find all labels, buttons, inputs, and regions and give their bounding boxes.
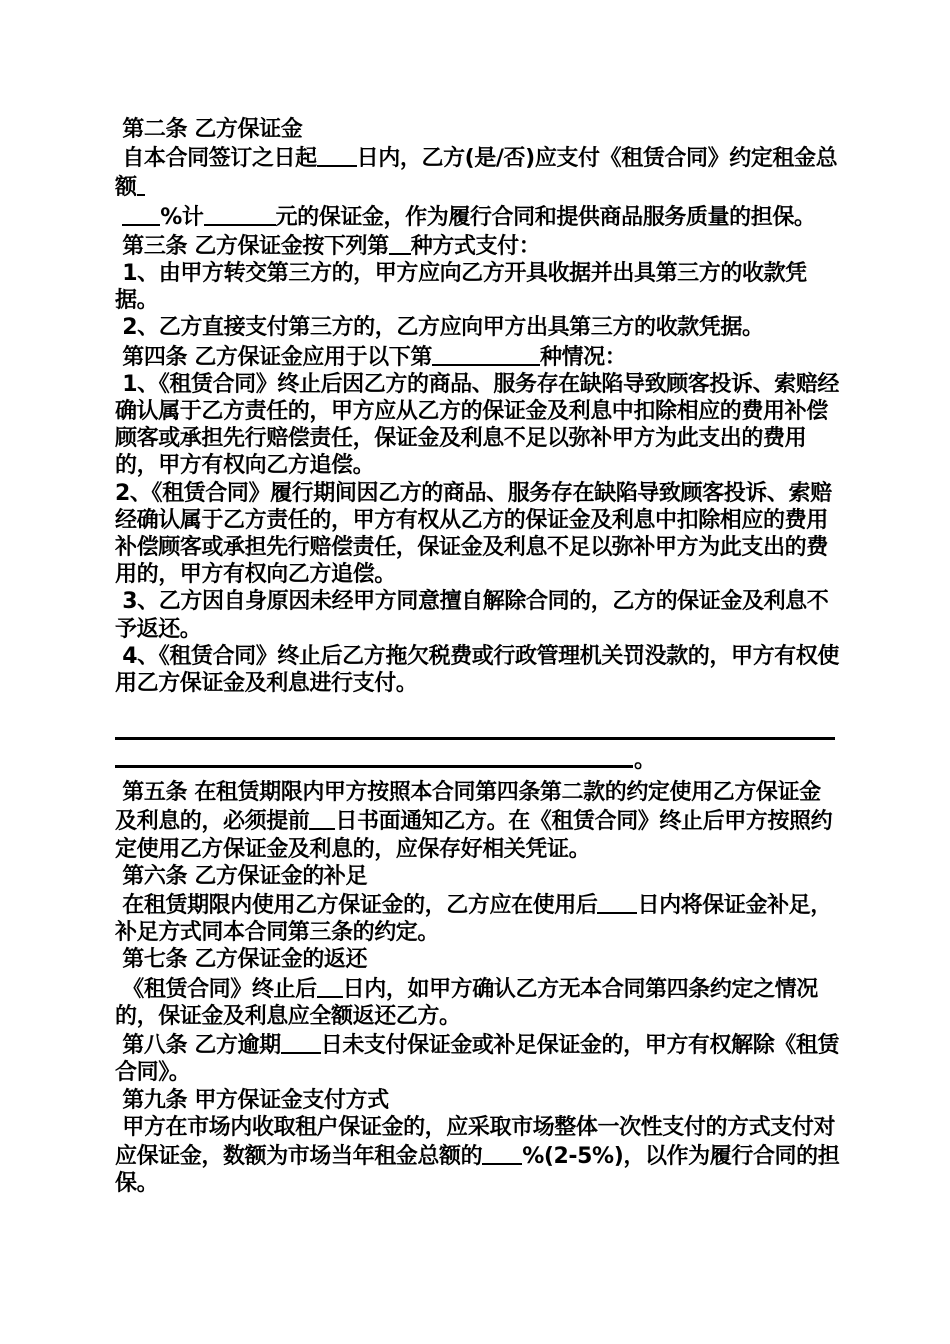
article-7-clause: [115, 974, 840, 1030]
article-6-title: 第六条 乙方保证金的补足: [115, 863, 368, 889]
article-2-title: 第二条 乙方保证金: [115, 117, 303, 142]
article-7-text-1: 《租赁合同》终止后: [115, 976, 317, 1002]
article-2-text-4: 元的保证金，作为履行合同和提供商品服务质量的担保。: [275, 204, 816, 230]
article-6-text-1: 在租赁期限内使用乙方保证金的，乙方应在使用后: [115, 893, 598, 919]
article-3-text-1: 第三条 乙方保证金按下列第: [115, 233, 389, 259]
blank-days[interactable]: [317, 143, 357, 167]
article-9-text-2: %(2-5%)，以作为履行合同的担保。: [115, 1143, 840, 1197]
article-3-title: [115, 231, 840, 260]
blank-situation[interactable]: [432, 342, 540, 366]
fill-in-rule: [115, 697, 840, 779]
blank-overdue-days[interactable]: [281, 1030, 321, 1054]
article-2-text-2: 日内，乙方(是/否)应支付《租赁合同》约定租金总额: [115, 146, 838, 201]
fill-line-2[interactable]: [115, 765, 633, 768]
blank-amount[interactable]: [204, 202, 276, 226]
article-5-text-2: 日书面通知乙方。在《租赁合同》终止后甲方按照约定使用乙方保证金及利息的，应保存好相关凭证。: [115, 809, 833, 862]
fill-line-1[interactable]: [115, 737, 835, 740]
article-6-text-2: 日内将保证金补足，补足方式同本合同第三条的约定。: [115, 893, 832, 946]
article-9-title: 第九条 甲方保证金支付方式: [115, 1087, 389, 1113]
article-3-text-2: 种方式支付：: [410, 233, 541, 259]
article-3-item-2: 2、乙方直接支付第三方的，乙方应向甲方出具第三方的收款凭据。: [115, 315, 764, 341]
article-8-text-2: 日未支付保证金或补足保证金的，甲方有权解除《租赁合同》。: [115, 1033, 840, 1086]
article-2-text-1: 自本合同签订之日起: [115, 146, 317, 172]
article-2-text-3: %计: [160, 204, 204, 230]
contract-page: [115, 116, 840, 1197]
article-2-clause-cont: [115, 202, 840, 231]
blank-market-percent[interactable]: [482, 1141, 522, 1165]
article-7-text-2: 日内，如甲方确认乙方无本合同第四条约定之情况的，保证金及利息应全额返还乙方。: [115, 976, 818, 1029]
article-2-clause: [115, 143, 840, 201]
blank-notice-days[interactable]: [309, 806, 335, 830]
blank-rent-total[interactable]: [137, 172, 145, 196]
blank-return-days[interactable]: [317, 974, 343, 998]
article-3-item-1: 1、由甲方转交第三方的，甲方应向乙方开具收据并出具第三方的收款凭据。: [115, 261, 807, 314]
article-4-item-1: 1、《租赁合同》终止后因乙方的商品、服务存在缺陷导致顾客投诉、索赔经确认属于乙方责任的，甲方应从乙方的保证金及利息中扣除相应的费用补偿顾客或承担先行赔偿责任，保证金及利息不足以弥补甲方为此支出的费用的，甲方有权向乙方追偿。: [115, 371, 839, 479]
article-4-text-1: 第四条 乙方保证金应用于以下第: [115, 344, 432, 370]
article-4-item-3: 3、乙方因自身原因未经甲方同意擅自解除合同的，乙方的保证金及利息不予返还。: [115, 589, 829, 642]
article-4-item-2: 2、《租赁合同》履行期间因乙方的商品、服务存在缺陷导致顾客投诉、索赔经确认属于乙方责任的，甲方有权从乙方的保证金及利息中扣除相应的费用补偿顾客或承担先行赔偿责任，保证金及利息不足以弥补甲方为此支出的费用的，甲方有权向乙方追偿。: [115, 480, 832, 588]
fill-line-period: 。: [634, 748, 656, 774]
article-5: [115, 779, 840, 863]
blank-percent[interactable]: [122, 202, 160, 226]
article-4-item-4: 4、《租赁合同》终止后乙方拖欠税费或行政管理机关罚没款的，甲方有权使用乙方保证金及利息进行支付。: [115, 643, 839, 697]
article-8-text-1: 第八条 乙方逾期: [115, 1033, 281, 1059]
article-8: [115, 1030, 840, 1086]
article-4-title: [115, 342, 840, 371]
article-5-text-1: 第五条 在租赁期限内甲方按照本合同第四条第二款的约定使用乙方保证金及利息的，必须提前: [115, 780, 821, 835]
article-9-text-1: 甲方在市场内收取租户保证金的，应采取市场整体一次性支付的方式支付对应保证金，数额为市场当年租金总额的: [115, 1114, 836, 1169]
article-6-clause: [115, 890, 840, 946]
article-7-title: 第七条 乙方保证金的返还: [115, 947, 368, 973]
article-9-clause: [115, 1114, 840, 1198]
article-4-text-2: 种情况：: [539, 344, 627, 370]
blank-replenish-days[interactable]: [597, 890, 637, 914]
blank-method[interactable]: [389, 231, 411, 255]
